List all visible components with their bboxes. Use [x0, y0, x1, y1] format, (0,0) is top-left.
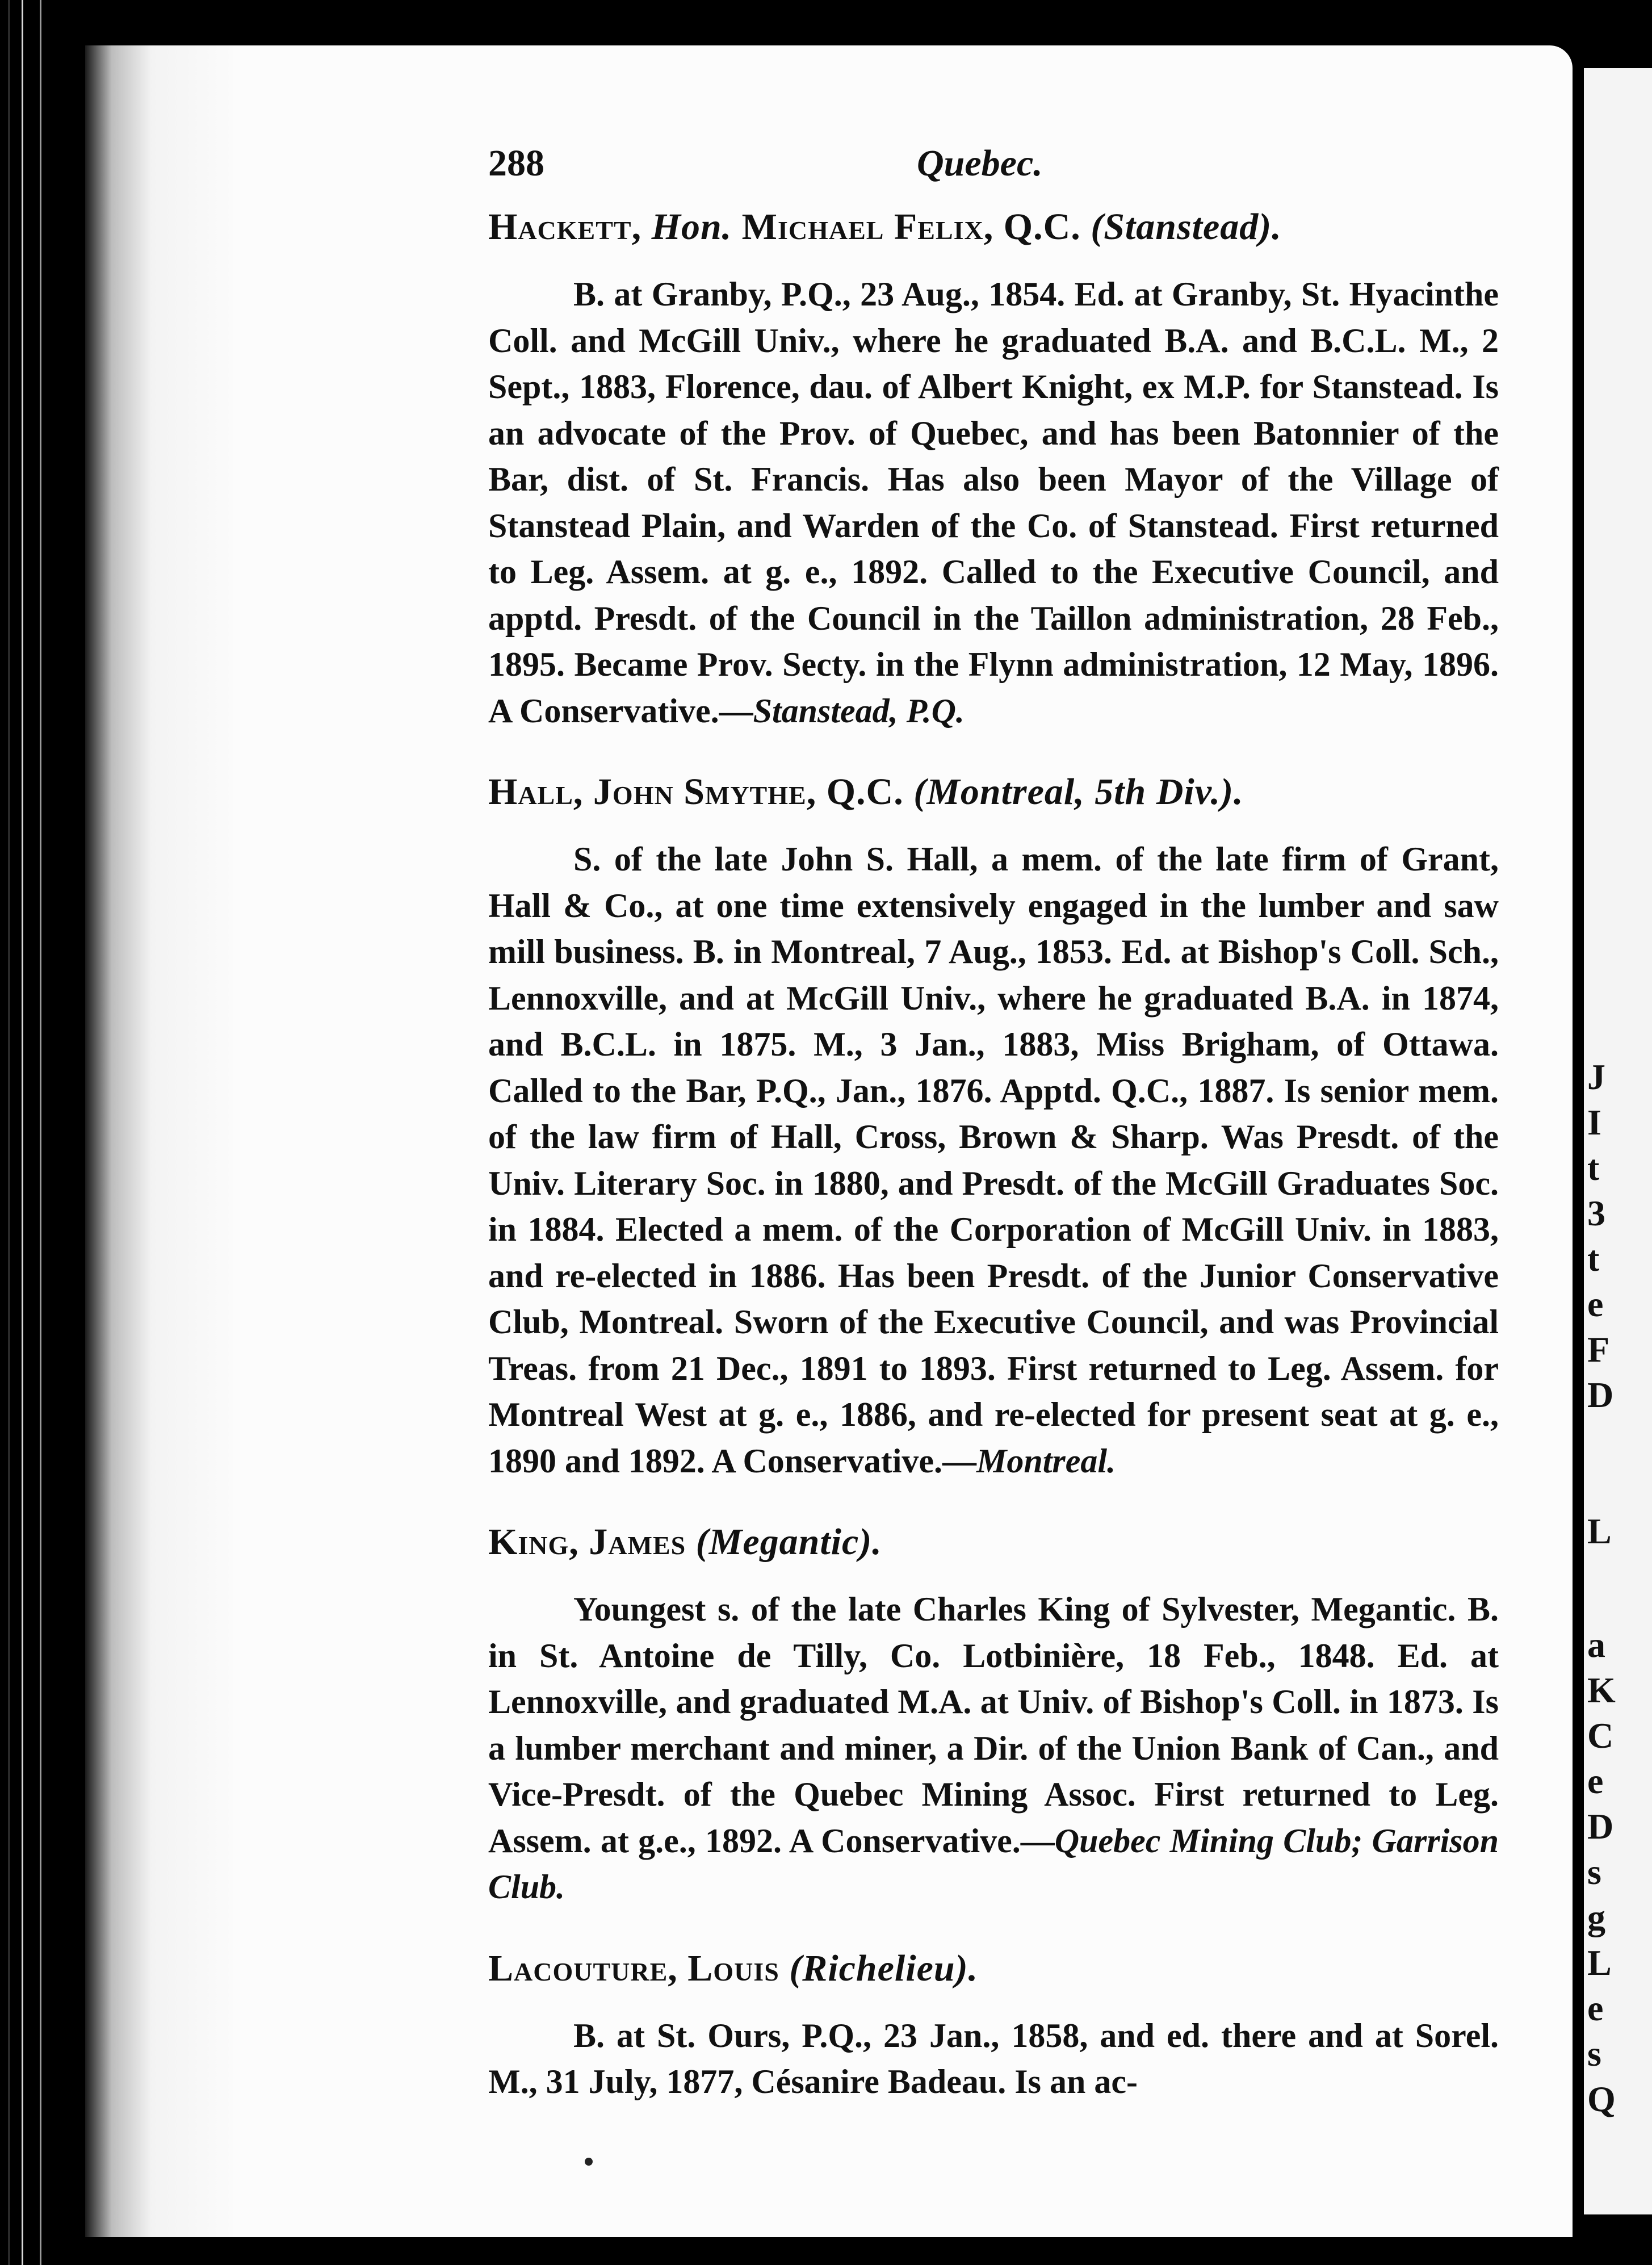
fragment: t — [1587, 1148, 1600, 1188]
surname: Hackett, — [488, 206, 642, 248]
entry-heading — [488, 769, 1499, 815]
biography-entry — [488, 204, 1499, 734]
suffix: Q.C. — [826, 771, 904, 813]
surname: King, — [488, 1521, 579, 1563]
constituency: (Richelieu). — [789, 1947, 979, 1989]
entry-body — [488, 836, 1499, 1484]
constituency: (Megantic). — [695, 1521, 882, 1563]
entry-text: Youngest s. of the late Charles King of Sylvester, Megantic. B. in St. Antoine de Tilly, Co. Lotbinière, 18 Feb., 1848. Ed. at Lennoxville, and graduated M.A. at Univ. of Bishop's Coll. in 1873. Is a lumber merchant and miner, a Dir. of the Union Bank of Can., and Vice-Presdt. of the Quebec Mining Assoc. First returned to Leg. Assem. at g.e., 1892. A Conservative.— — [488, 1590, 1499, 1860]
fragment: L — [1587, 1942, 1612, 1983]
scan-left-border — [0, 0, 85, 2265]
entry-heading — [488, 1946, 1499, 1991]
ink-speck — [585, 2158, 593, 2166]
entry-address: Montreal. — [976, 1442, 1116, 1480]
entry-body — [488, 271, 1499, 734]
constituency: (Montreal, 5th Div.). — [913, 771, 1244, 813]
entry-body — [488, 2013, 1499, 2105]
adjacent-page-strip — [1584, 68, 1652, 2214]
biography-entry — [488, 1519, 1499, 1911]
entry-address: Quebec Mining Club; Garrison Club. — [488, 1822, 1499, 1906]
fragment: t — [1587, 1238, 1600, 1279]
suffix: Q.C. — [1003, 206, 1081, 248]
surname: Lacouture, — [488, 1947, 678, 1989]
running-title: Quebec. — [917, 143, 1043, 184]
fragment: e — [1587, 1284, 1604, 1324]
biography-entry — [488, 769, 1499, 1484]
entry-body — [488, 1586, 1499, 1911]
fragment: I — [1587, 1102, 1601, 1142]
fragment: J — [1587, 1057, 1605, 1097]
page-header — [488, 142, 1499, 204]
fragment: K — [1587, 1670, 1616, 1710]
constituency: (Stanstead). — [1091, 206, 1282, 248]
entry-address: Stanstead, P.Q. — [753, 692, 965, 730]
fragment: s — [1587, 1852, 1601, 1892]
fragment: F — [1587, 1329, 1610, 1370]
fragment: e — [1587, 1761, 1604, 1801]
biography-entry — [488, 1946, 1499, 2105]
entry-text: S. of the late John S. Hall, a mem. of the late firm of Grant, Hall & Co., at one time extensively engaged in the lumber and saw mill business. B. in Montreal, 7 Aug., 1853. Ed. at Bishop's Coll. Sch., Lennoxville, and at McGill Univ., where he graduated B.A. in 1874, and B.C.L. in 1875. M., 3 Jan., 1883, Miss Brigham, of Ottawa. Called to the Bar, P.Q., Jan., 1876. Apptd. Q.C., 1887. Is senior mem. of the law firm of Hall, Cross, Brown & Sharp. Was Presdt. of the Univ. Literary Soc. in 1880, and Presdt. of the McGill Graduates Soc. in 1884. Elected a mem. of the Corporation of McGill Univ. in 1883, and re-elected in 1886. Has been Presdt. of the Junior Conservative Club, Montreal. Sworn of the Executive Council, and was Provincial Treas. from 21 Dec., 1891 to 1893. First returned to Leg. Assem. for Montreal West at g. e., 1886, and re-elected for present seat at g. e., 1890 and 1892. A Conservative.— — [488, 840, 1499, 1480]
surname: Hall, — [488, 771, 584, 813]
honorific: Hon. — [651, 206, 732, 248]
page-content — [488, 142, 1499, 2141]
fragment: D — [1587, 1375, 1614, 1415]
entry-text: B. at St. Ours, P.Q., 23 Jan., 1858, and ed. there and at Sorel. M., 31 July, 1877, Césanire Badeau. Is an ac- — [488, 2016, 1499, 2100]
entry-heading — [488, 1519, 1499, 1565]
given-names: Louis — [687, 1947, 779, 1989]
page-number: 288 — [488, 143, 544, 184]
gutter-shadow — [85, 45, 233, 2237]
fragment: e — [1587, 1988, 1604, 2028]
given-names: James — [589, 1521, 686, 1563]
fragment: D — [1587, 1806, 1614, 1847]
fragment: C — [1587, 1715, 1614, 1756]
fragment: 3 — [1587, 1193, 1605, 1233]
fragment: L — [1587, 1511, 1612, 1551]
given-names: Michael Felix, — [741, 206, 994, 248]
entry-text: B. at Granby, P.Q., 23 Aug., 1854. Ed. at Granby, St. Hyacinthe Coll. and McGill Univ., where he graduated B.A. and B.C.L. M., 2 Sept., 1883, Florence, dau. of Albert Knight, ex M.P. for Stanstead. Is an advocate of the Prov. of Quebec, and has been Batonnier of the Bar, dist. of St. Francis. Has also been Mayor of the Village of Stanstead Plain, and Warden of the Co. of Stanstead. First returned to Leg. Assem. at g. e., 1892. Called to the Executive Council, and apptd. Presdt. of the Council in the Taillon administration, 28 Feb., 1895. Became Prov. Secty. in the Flynn administration, 12 May, 1896. A Conservative.— — [488, 275, 1499, 730]
fragment: s — [1587, 2033, 1601, 2074]
given-names: John Smythe, — [593, 771, 817, 813]
fragment: g — [1587, 1897, 1605, 1937]
fragment: a — [1587, 1625, 1605, 1665]
fragment: Q — [1587, 2079, 1616, 2119]
entry-heading — [488, 204, 1499, 250]
